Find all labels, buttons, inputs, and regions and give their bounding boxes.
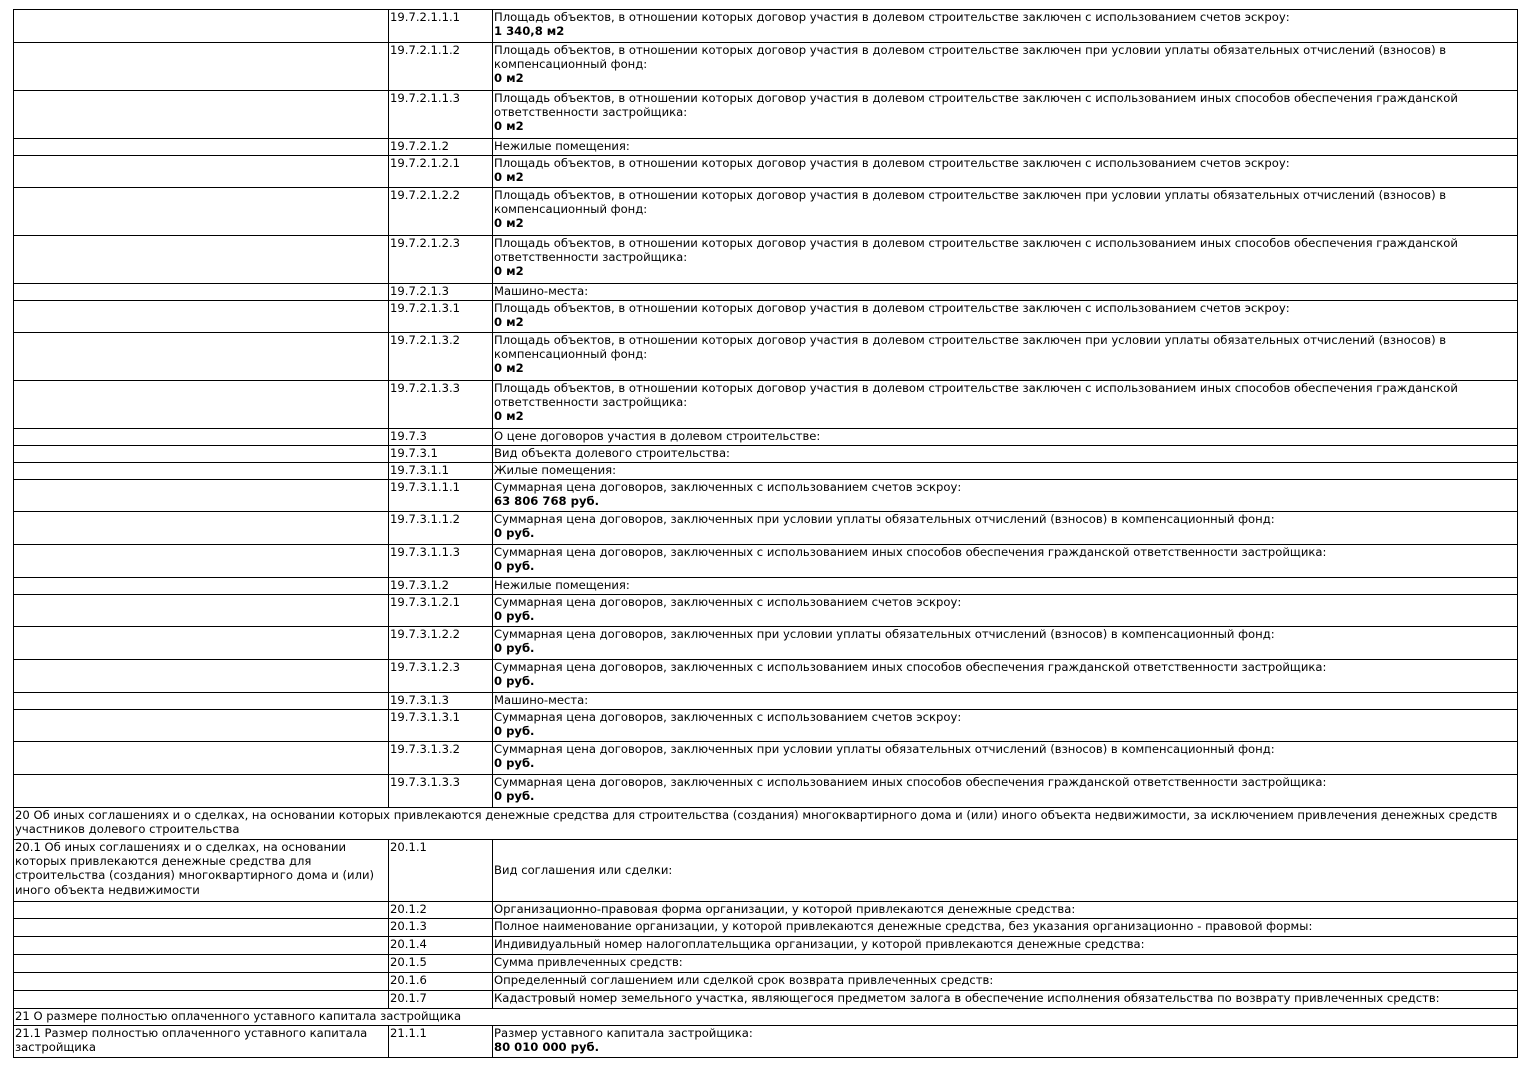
row-label: Полное наименование организации, у которой привлекаются денежные средства, без указания организационно - правовой формы: [493,919,1518,937]
row-label: Вид соглашения или сделки: [493,840,1518,902]
table-row [14,595,1518,627]
row-label: Площадь объектов, в отношении которых договор участия в долевом строительстве заключен с использованием счетов эскроу: [494,10,1290,24]
row-code: 19.7.2.1.1.3 [389,91,493,139]
section-header-row [14,808,1518,840]
table-row [14,710,1518,742]
table-row [14,902,1518,919]
section-21-subheader: 21.1 Размер полностью оплаченного уставного капитала застройщика [14,1026,389,1058]
table-row [14,333,1518,381]
table-row [14,480,1518,512]
table-row [14,139,1518,156]
row-label: Вид объекта долевого строительства: [494,446,730,460]
row-value: 0 руб. [494,756,535,771]
row-code: 19.7.3.1.2.2 [389,627,493,660]
row-value: 0 м2 [494,71,524,86]
disclosure-table [13,9,1518,1058]
row-value: 0 руб. [494,526,535,541]
row-label: Площадь объектов, в отношении которых договор участия в долевом строительстве заключен при условии уплаты обязательных отчислений (взносов) в компенсационный фонд: [494,188,1447,217]
row-value: 0 м2 [494,119,524,134]
row-code: 19.7.3.1.2 [389,578,493,595]
table-row [14,446,1518,463]
row-value: 0 руб. [494,674,535,689]
row-value: 0 м2 [494,315,524,330]
table-row [14,578,1518,595]
row-value: 1 340,8 м2 [494,24,565,39]
row-code: 19.7.2.1.3.2 [389,333,493,381]
row-code: 19.7.2.1.3 [389,284,493,301]
row-code: 19.7.3.1.3 [389,693,493,710]
row-label: Площадь объектов, в отношении которых договор участия в долевом строительстве заключен при условии уплаты обязательных отчислений (взносов) в компенсационный фонд: [494,333,1447,362]
section-21-header: 21 О размере полностью оплаченного уставного капитала застройщика [14,1009,1518,1026]
row-code: 19.7.3.1.1.2 [389,512,493,545]
row-code: 19.7.2.1.3.3 [389,381,493,429]
table-row [14,188,1518,236]
row-code: 20.1.7 [389,991,493,1009]
row-code: 20.1.3 [389,919,493,937]
row-code: 19.7.2.1.1.1 [389,10,493,43]
section-20-header: 20 Об иных соглашениях и о сделках, на основании которых привлекаются денежные средства для строительства (создания) многоквартирного дома и (или) иного объекта недвижимости, за исключением привлечения денежных средств участников долевого строительства [14,808,1518,840]
row-label: О цене договоров участия в долевом строительстве: [494,429,821,443]
table-row [14,955,1518,973]
row-label: Машино-места: [494,284,589,298]
row-label: Площадь объектов, в отношении которых договор участия в долевом строительстве заключен с использованием счетов эскроу: [494,156,1290,170]
document-sheet [13,9,1517,1058]
row-value: 0 руб. [494,641,535,656]
row-code: 19.7.2.1.1.2 [389,43,493,91]
row-value: 0 руб. [494,724,535,739]
table-row [14,545,1518,578]
row-label: Индивидуальный номер налогоплательщика организации, у которой привлекаются денежные средства: [493,937,1518,955]
row-value: 0 м2 [494,264,524,279]
row-value: 0 руб. [494,609,535,624]
table-row [14,236,1518,284]
row-code: 19.7.2.1.2.1 [389,156,493,188]
table-row [14,919,1518,937]
table-row [14,693,1518,710]
row-code: 19.7.3.1.2.1 [389,595,493,627]
row-code: 19.7.2.1.2.2 [389,188,493,236]
table-row [14,284,1518,301]
row-code: 20.1.5 [389,955,493,973]
table-row [14,973,1518,991]
row-code: 19.7.2.1.2 [389,139,493,156]
row-value: 63 806 768 руб. [494,494,600,509]
row-label: Жилые помещения: [494,463,617,477]
row-code: 20.1.6 [389,973,493,991]
row-label: Определенный соглашением или сделкой срок возврата привлеченных средств: [493,973,1518,991]
table-row [14,627,1518,660]
row-label: Сумма привлеченных средств: [493,955,1518,973]
row-label: Организационно-правовая форма организации, у которой привлекаются денежные средства: [493,902,1518,919]
row-value: 80 010 000 руб. [494,1040,600,1055]
row-value: 0 м2 [494,409,524,424]
row-label: Нежилые помещения: [494,578,630,592]
row-code: 19.7.3.1.3.2 [389,742,493,775]
table-row [14,937,1518,955]
row-code: 19.7.2.1.2.3 [389,236,493,284]
row-value: 0 руб. [494,789,535,804]
row-label: Суммарная цена договоров, заключенных с использованием иных способов обеспечения гражданской ответственности застройщика: [494,775,1327,789]
row-code: 19.7.3.1.1 [389,463,493,480]
row-label: Площадь объектов, в отношении которых договор участия в долевом строительстве заключен с использованием иных способов обеспечения гражданской ответственности застройщика: [494,236,1458,265]
row-code: 19.7.3.1.3.1 [389,710,493,742]
section-20-subheader: 20.1 Об иных соглашениях и о сделках, на основании которых привлекаются денежные средства для строительства (создания) многоквартирного дома и (или) иного объекта недвижимости [14,840,389,902]
table-row [14,156,1518,188]
row-label: Суммарная цена договоров, заключенных с использованием иных способов обеспечения гражданской ответственности застройщика: [494,545,1327,559]
table-row [14,10,1518,43]
row-label: Суммарная цена договоров, заключенных при условии уплаты обязательных отчислений (взносов) в компенсационный фонд: [494,627,1275,641]
row-value: 0 руб. [494,559,535,574]
row-label: Кадастровый номер земельного участка, являющегося предметом залога в обеспечение исполнения обязательства по возврату привлеченных средств: [493,991,1518,1009]
row-label: Суммарная цена договоров, заключенных с использованием счетов эскроу: [494,480,962,494]
table-row [14,429,1518,446]
row-code: 19.7.3.1 [389,446,493,463]
row-label: Площадь объектов, в отношении которых договор участия в долевом строительстве заключен при условии уплаты обязательных отчислений (взносов) в компенсационный фонд: [494,43,1447,72]
row-code: 19.7.3 [389,429,493,446]
table-row [14,660,1518,693]
row-label: Площадь объектов, в отношении которых договор участия в долевом строительстве заключен с использованием иных способов обеспечения гражданской ответственности застройщика: [494,381,1458,410]
row-label: Размер уставного капитала застройщика: [494,1026,753,1040]
row-label: Машино-места: [494,693,589,707]
row-code: 20.1.2 [389,902,493,919]
row-label: Площадь объектов, в отношении которых договор участия в долевом строительстве заключен с использованием счетов эскроу: [494,301,1290,315]
row-label: Площадь объектов, в отношении которых договор участия в долевом строительстве заключен с использованием иных способов обеспечения гражданской ответственности застройщика: [494,91,1458,120]
table-row [14,512,1518,545]
row-label: Нежилые помещения: [494,139,630,153]
row-label: Суммарная цена договоров, заключенных при условии уплаты обязательных отчислений (взносов) в компенсационный фонд: [494,512,1275,526]
row-code: 19.7.3.1.1.3 [389,545,493,578]
table-row [14,43,1518,91]
table-row [14,840,1518,902]
row-value: 0 м2 [494,170,524,185]
row-label: Суммарная цена договоров, заключенных с использованием счетов эскроу: [494,710,962,724]
row-code: 19.7.3.1.2.3 [389,660,493,693]
row-code: 19.7.2.1.3.1 [389,301,493,333]
row-label: Суммарная цена договоров, заключенных при условии уплаты обязательных отчислений (взносов) в компенсационный фонд: [494,742,1275,756]
table-row [14,91,1518,139]
table-row [14,742,1518,775]
row-value: 0 м2 [494,216,524,231]
row-code: 19.7.3.1.1.1 [389,480,493,512]
table-row [14,1026,1518,1058]
section-header-row [14,1009,1518,1026]
row-label: Суммарная цена договоров, заключенных с использованием счетов эскроу: [494,595,962,609]
row-label: Суммарная цена договоров, заключенных с использованием иных способов обеспечения гражданской ответственности застройщика: [494,660,1327,674]
table-row [14,381,1518,429]
table-row [14,301,1518,333]
table-row [14,775,1518,808]
row-code: 19.7.3.1.3.3 [389,775,493,808]
row-code: 21.1.1 [389,1026,493,1058]
table-row [14,463,1518,480]
row-code: 20.1.4 [389,937,493,955]
row-code: 20.1.1 [389,840,493,902]
table-row [14,991,1518,1009]
row-value: 0 м2 [494,361,524,376]
